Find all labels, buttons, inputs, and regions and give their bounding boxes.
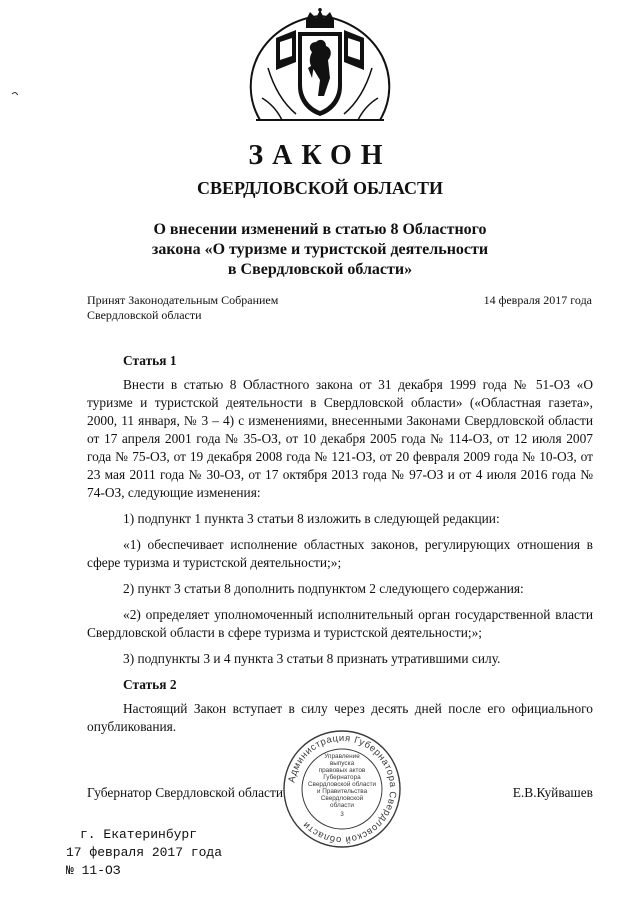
stamp-line: Губернатора — [323, 774, 361, 781]
law-title-line: закона «О туризме и туристской деятельности — [151, 241, 489, 258]
coat-of-arms-icon — [238, 8, 402, 126]
official-stamp — [281, 728, 403, 850]
stamp-line: правовых актов — [318, 767, 366, 774]
stamp-line: области — [330, 802, 354, 809]
adopted-by-line: Свердловской области — [87, 308, 202, 322]
signing-place: г. Екатеринбург — [80, 827, 198, 842]
signing-date: 17 февраля 2017 года — [66, 845, 223, 860]
article-paragraph: 1) подпункт 1 пункта 3 статьи 8 изложить в следующей редакции: — [123, 511, 500, 526]
law-title — [100, 220, 540, 280]
article-paragraph: «1) обеспечивает исполнение областных законов, регулирующих отношения в сфере туризма и туристской деятельности;»; — [87, 537, 593, 570]
document-title: ЗАКОН — [248, 140, 392, 171]
signatory-position: Губернатор Свердловской области — [87, 785, 284, 800]
law-title-line: в Свердловской области» — [227, 261, 413, 278]
adopted-by-line: Принят Законодательным Собранием — [87, 293, 279, 307]
stamp-line: Свердловской — [320, 795, 364, 802]
document-subtitle: СВЕРДЛОВСКОЙ ОБЛАСТИ — [197, 178, 443, 198]
adoption-date: 14 февраля 2017 года — [483, 293, 592, 307]
article-paragraph: «2) определяет уполномоченный исполнительный орган государственной власти Свердловской области в сфере туризма и туристской деятельности;»; — [87, 607, 593, 640]
law-number: № 11-ОЗ — [66, 863, 121, 878]
stamp-line: выпуска — [329, 760, 355, 767]
stamp-line: 3 — [340, 811, 344, 818]
place-and-date — [66, 826, 222, 880]
article-paragraph: 2) пункт 3 статьи 8 дополнить подпунктом 2 следующего содержания: — [123, 581, 524, 596]
scan-speck — [12, 92, 18, 96]
signatory-name: Е.В.Куйвашев — [512, 785, 593, 800]
article-paragraph: Внести в статью 8 Областного закона от 31 декабря 1999 года № 51-ОЗ «О туризме и туристской деятельности в Свердловской области» («Областная газета», 2000, 11 января, № 3 – 4) с изменениями, внесенными Законами Свердловской области от 17 апреля 2001 года № 35-ОЗ, от 10 декабря 2005 года № 114-ОЗ, от 12 июля 2007 года № 75-ОЗ, от 19 декабря 2008 года № 121-ОЗ, от 20 февраля 2009 года № 10-ОЗ, от 23 мая 2011 года № 30-ОЗ, от 17 октября 2013 года № 97-ОЗ и от 4 июля 2016 года № 74-ОЗ, следующие изменения: — [87, 377, 593, 500]
article-paragraph: 3) подпункты 3 и 4 пункта 3 статьи 8 признать утратившими силу. — [123, 651, 501, 666]
article-paragraph: Настоящий Закон вступает в силу через десять дней после его официального опубликования. — [87, 701, 593, 734]
law-title-line: О внесении изменений в статью 8 Областного — [153, 221, 487, 238]
article-heading: Статья 2 — [123, 677, 177, 692]
article-heading: Статья 1 — [123, 353, 177, 368]
stamp-line: и Правительства — [316, 788, 368, 795]
stamp-line: Управление — [324, 753, 360, 760]
law-body — [87, 352, 593, 744]
adoption-info — [87, 293, 387, 323]
stamp-ring-text: Администрация Губернатора Свердловской области — [286, 732, 399, 846]
stamp-line: Свердловской области — [307, 781, 377, 788]
